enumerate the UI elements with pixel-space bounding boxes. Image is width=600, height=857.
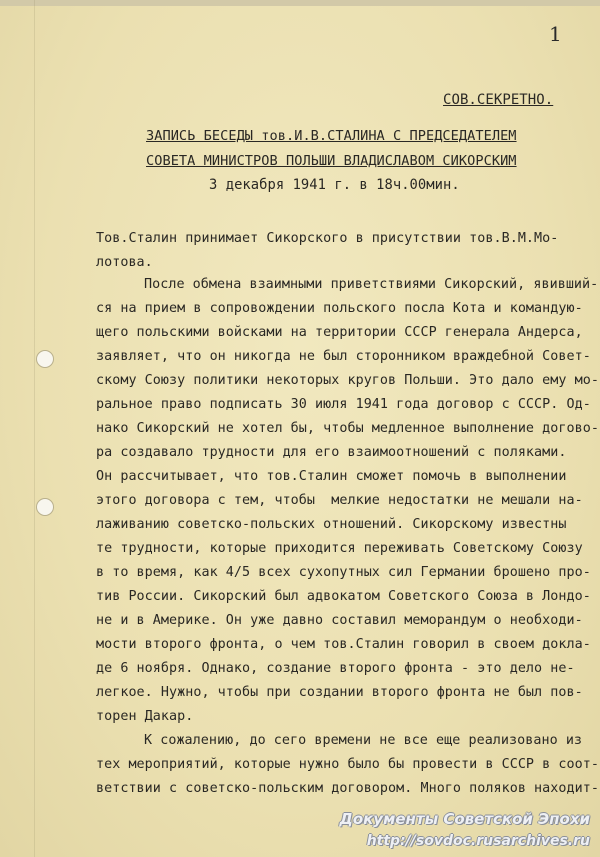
body-text-line: в то время, как 4/5 всех сухопутных сил Германии брошено про- (96, 565, 591, 580)
body-text-line: ся на прием в сопровождении польского посла Кота и командую- (96, 301, 583, 316)
title-line-2: СОВЕТА МИНИСТРОВ ПОЛЬШИ ВЛАДИСЛАВОМ СИКОРСКИМ (146, 153, 517, 169)
body-text-line: нако Сикорский не хотел бы, чтобы медленное выполнение догово- (96, 421, 599, 436)
body-text-line: ветствии с советско-польским договором. Много поляков находит- (96, 781, 599, 796)
body-text-line: этого договора с тем, чтобы мелкие недостатки не мешали на- (96, 493, 583, 508)
page-top-edge (0, 0, 600, 6)
body-text-line: де 6 ноября. Однако, создание второго фронта - это дело не- (96, 661, 575, 676)
title-line-1: ЗАПИСЬ БЕСЕДЫ тов.И.В.СТАЛИНА С ПРЕДСЕДАТЕЛЕМ (146, 128, 517, 144)
body-text-line: Тов.Сталин принимает Сикорского в присутствии тов.В.М.Мо- (96, 231, 559, 246)
body-text-line: После обмена взаимными приветствиями Сикорский, явивший- (144, 277, 599, 292)
body-text-line: лаживанию советско-польских отношений. Сикорскому известны (96, 517, 567, 532)
binding-margin-line (34, 0, 35, 857)
classification-stamp: СОВ.СЕКРЕТНО. (443, 92, 554, 108)
body-text-line: ра создавало трудности для его взаимоотношений с поляками. (96, 445, 567, 460)
body-text-line: те трудности, которые приходится переживать Советскому Союзу (96, 541, 583, 556)
watermark-url: http://sovdoc.rusarchives.ru (366, 833, 590, 849)
punch-hole-icon (36, 350, 54, 368)
body-text-line: не и в Америке. Он уже давно составил меморандум о необходи- (96, 613, 583, 628)
body-text-line: заявляет, что он никогда не был сторонником враждебной Совет- (96, 349, 591, 364)
body-text-line: ральное право подписать 30 июля 1941 года договор с СССР. Од- (96, 397, 591, 412)
body-text-line: легкое. Нужно, чтобы при создании второго фронта не был пов- (96, 685, 583, 700)
body-text-line: мости второго фронта, о чем тов.Сталин говорил в своем докла- (96, 637, 591, 652)
body-text-line: тех мероприятий, которые нужно было бы провести в СССР в соот- (96, 757, 599, 772)
body-text-line: К сожалению, до сего времени не все еще реализовано из (144, 733, 583, 748)
page-number: 1 (549, 22, 562, 46)
body-text-line: скому Союзу политики некоторых кругов Польши. Это дало ему мо- (96, 373, 599, 388)
body-text-line: тив России. Сикорский был адвокатом Советского Союза в Лондо- (96, 589, 591, 604)
body-text-line: лотова. (96, 255, 153, 270)
body-text-line: Он рассчитывает, что тов.Сталин сможет помочь в выполнении (96, 469, 567, 484)
body-text-line: щего польскими войсками на территории СССР генерала Андерса, (96, 325, 583, 340)
punch-hole-icon (36, 498, 54, 516)
watermark-title: Документы Советской Эпохи (339, 810, 590, 828)
body-text-line: торен Дакар. (96, 709, 194, 724)
document-date: 3 декабря 1941 г. в 18ч.00мин. (209, 177, 460, 193)
